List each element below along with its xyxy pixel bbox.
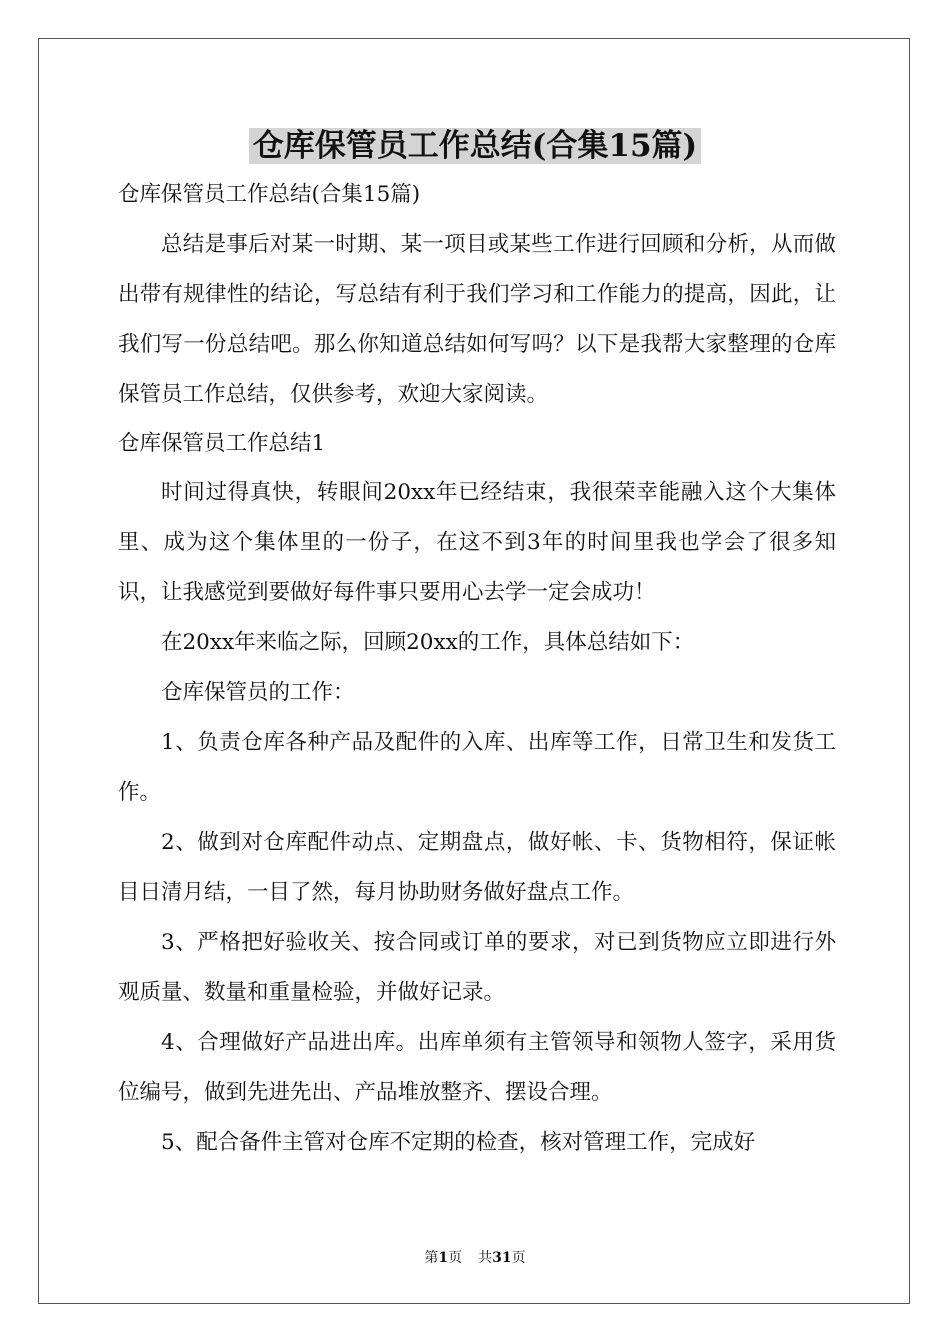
page-number: 1 (438, 1250, 449, 1266)
total-prefix: 共 (478, 1250, 493, 1266)
list-item-5: 5、配合备件主管对仓库不定期的检查，核对管理工作，完成好 (161, 1130, 756, 1155)
document-title (0, 124, 950, 168)
section-heading: 仓库保管员工作总结1 (118, 431, 326, 456)
document-body (118, 168, 836, 1168)
page-suffix: 页 (448, 1250, 463, 1266)
list-item-1: 1、负责仓库各种产品及配件的入库、出库等工作，日常卫生和发货工作。 (118, 730, 836, 805)
list-item-3: 3、严格把好验收关、按合同或订单的要求，对已到货物应立即进行外观质量、数量和重量检验，并做好记录。 (118, 930, 836, 1005)
intro-paragraph: 总结是事后对某一时期、某一项目或某些工作进行回顾和分析，从而做出带有规律性的结论，写总结有利于我们学习和工作能力的提高，因此，让我们写一份总结吧。那么你知道总结如何写吗？以下是我帮大家整理的仓库保管员工作总结，仅供参考，欢迎大家阅读。 (118, 232, 836, 407)
total-pages: 31 (492, 1250, 512, 1266)
body-paragraph: 仓库保管员的工作： (161, 680, 355, 705)
body-paragraph: 在20xx年来临之际，回顾20xx的工作，具体总结如下： (161, 630, 695, 655)
total-suffix: 页 (511, 1250, 526, 1266)
list-item-2: 2、做到对仓库配件动点、定期盘点，做好帐、卡、货物相符，保证帐目日清月结，一目了然，每月协助财务做好盘点工作。 (118, 830, 836, 905)
document-title-text: 仓库保管员工作总结(合集15篇) (249, 128, 701, 164)
body-paragraph: 时间过得真快，转眼间20xx年已经结束，我很荣幸能融入这个大集体里、成为这个集体里的一份子，在这不到3年的时间里我也学会了很多知识，让我感觉到要做好每件事只要用心去学一定会成功！ (118, 480, 836, 605)
page-prefix: 第 (424, 1250, 439, 1266)
list-item-4: 4、合理做好产品进出库。出库单须有主管领导和领物人签字，采用货位编号，做到先进先出、产品堆放整齐、摆设合理。 (118, 1030, 836, 1105)
page-footer (0, 1248, 950, 1268)
document-subtitle: 仓库保管员工作总结(合集15篇) (118, 182, 421, 207)
